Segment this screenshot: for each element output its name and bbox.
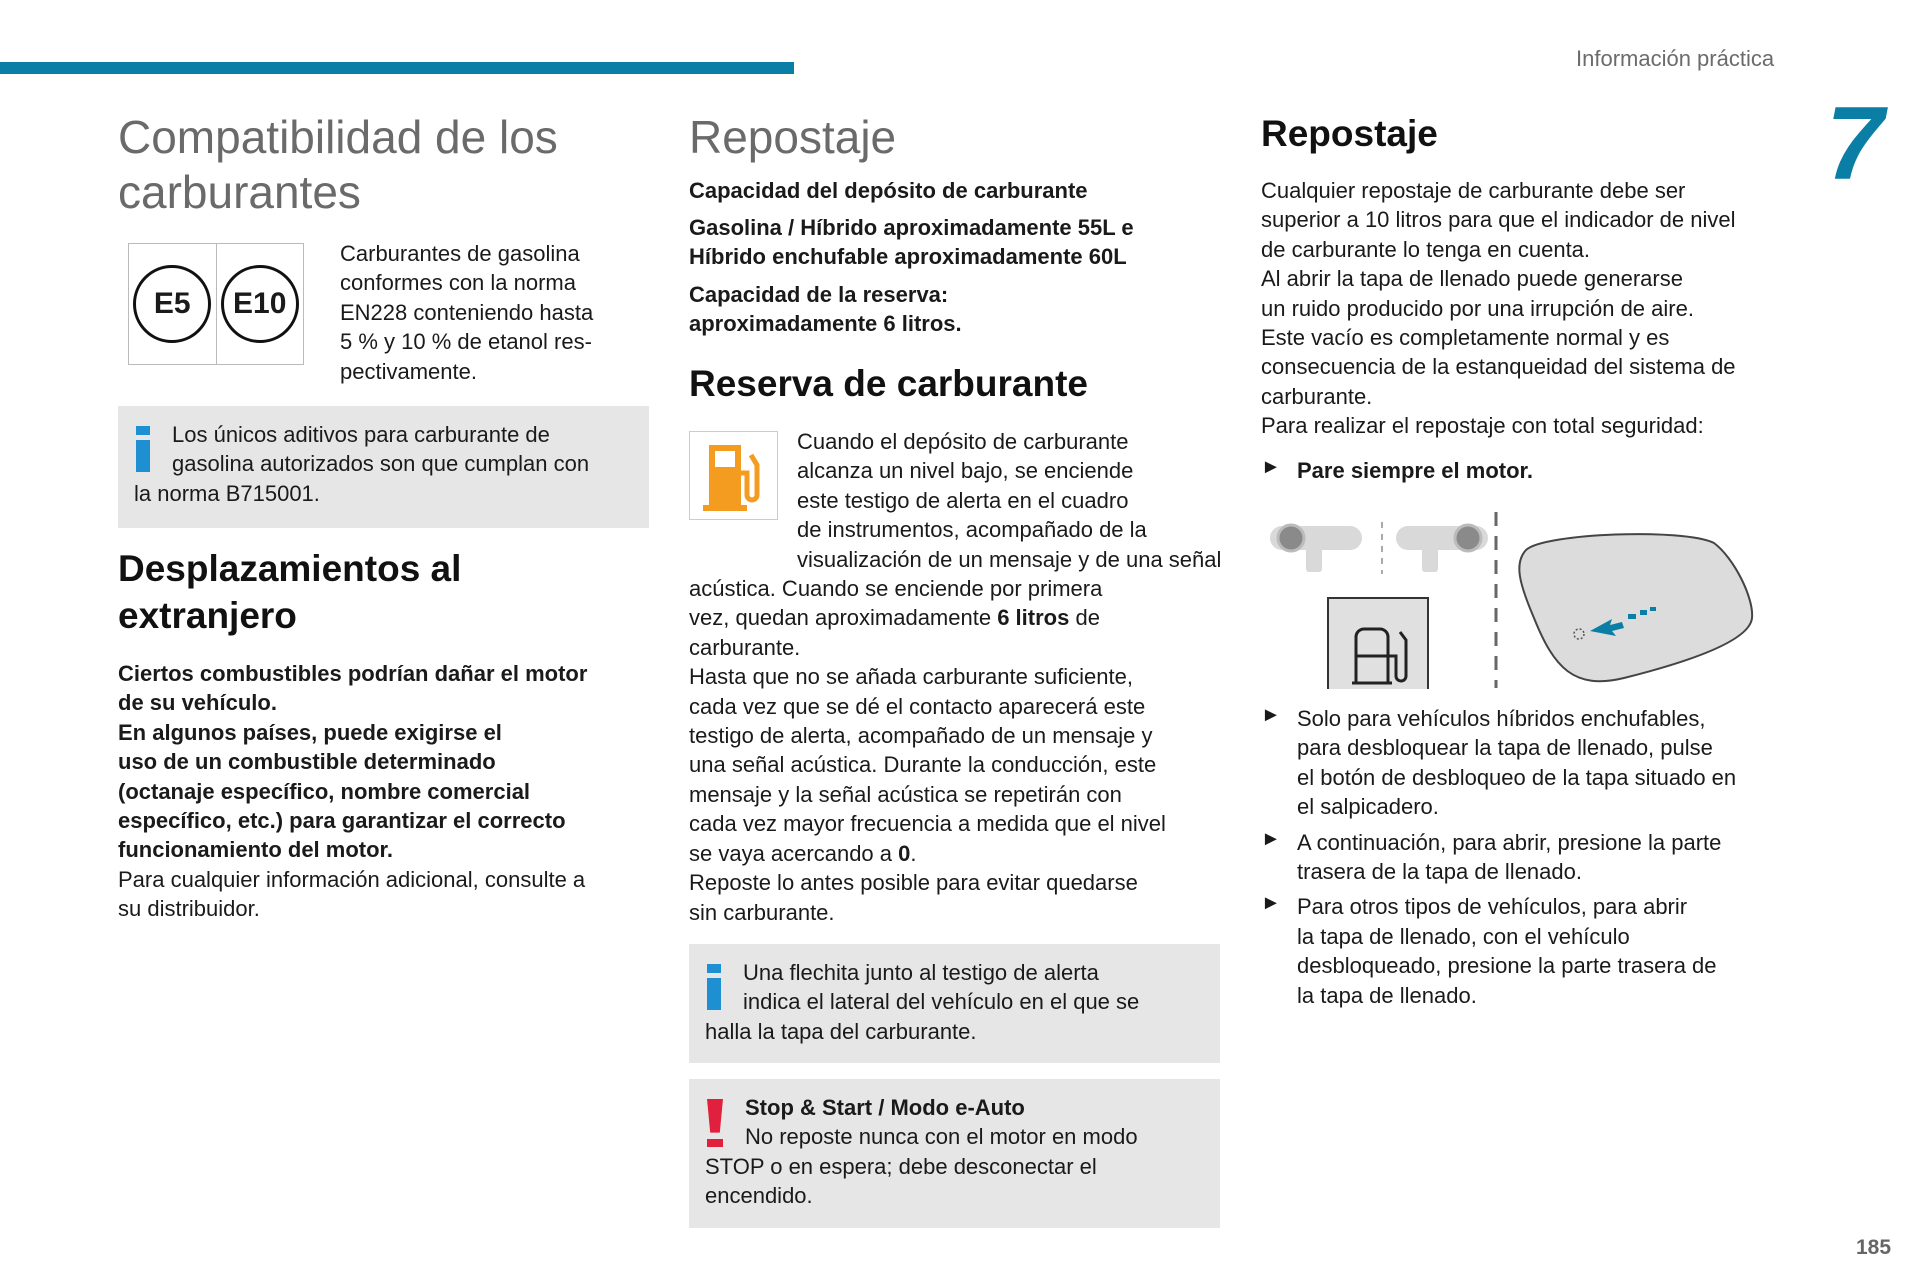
step-text: Para otros tipos de vehículos, para abrir la tapa de llenado, con el vehículo desbloqueado, presione la parte trasera de la tapa de llenado. (1297, 894, 1717, 1008)
step-item (1261, 704, 1821, 822)
fuel-reserve-bold-zero: 0 (898, 840, 911, 866)
travel-abroad-body (118, 659, 658, 924)
bullet-arrow-icon: ► (1261, 827, 1281, 850)
step-stop-engine (1261, 456, 1533, 485)
info-note-arrow (689, 944, 1220, 1063)
fuel-flap-shape (1519, 534, 1752, 681)
reserve-capacity: Capacidad de la reserva: aproximadamente 6 litros. (689, 282, 962, 337)
info-icon (136, 426, 150, 472)
ethanol-badges (128, 243, 304, 365)
fuel-reserve-bold-litres: 6 litros (997, 605, 1070, 631)
top-accent-bar (0, 62, 794, 74)
fuel-compatibility-title: Compatibilidad de los carburantes (118, 111, 558, 218)
page-number: 185 (1856, 1236, 1892, 1259)
info-note-arrow-text: Una flechita junto al testigo de alerta indica el lateral del vehículo en el que se halla la tapa del carburante. (705, 960, 1140, 1044)
travel-abroad-text: Para cualquier información adicional, consulte a su distribuidor. (118, 866, 586, 922)
fuel-warning-lamp (689, 431, 778, 520)
warning-note-stop-start (689, 1079, 1220, 1228)
fuel-lamp-icon (1328, 598, 1428, 689)
info-icon (707, 964, 721, 1010)
steering-left-icon (1270, 525, 1362, 572)
steps-list (1261, 704, 1821, 1016)
refuel-title-light: Repostaje (689, 111, 897, 163)
fuel-reserve-text-2: de carburante. Hasta que no se añada carburante suficiente, cada vez que se dé el contacto aparecerá este testigo de alerta, acompañado de un mensaje y una señal acústica. Durante la conducción, este mensaje y la señal acústica se repetirán con cada vez mayor frecuencia a medida que el nivel se vaya acercando a (689, 605, 1166, 866)
step-text: Solo para vehículos híbridos enchufables, para desbloquear la tapa de llenado, pulse el botón de desbloqueo de la tapa situado en el salpicadero. (1297, 706, 1737, 820)
chapter-number: 7 (1826, 86, 1884, 202)
e10-badge: E10 (221, 265, 299, 343)
warning-text: No reposte nunca con el motor en modo STOP o en espera; debe desconectar el encendido. (705, 1124, 1138, 1209)
step-item (1261, 892, 1821, 1010)
warning-title: Stop & Start / Modo e-Auto (745, 1095, 1025, 1120)
travel-abroad-warning: Ciertos combustibles podrían dañar el motor de su vehículo. En algunos países, puede exigirse el uso de un combustible determinado (octanaje específico, nombre comercial específico, etc.) para garantizar el correcto funcionamiento del motor. (118, 661, 588, 863)
info-note-additives (118, 406, 649, 528)
bullet-arrow-icon: ► (1261, 892, 1281, 915)
e5-badge: E5 (133, 265, 211, 343)
warning-exclamation-icon (707, 1099, 723, 1147)
step-text: A continuación, para abrir, presione la parte trasera de la tapa de llenado. (1297, 829, 1722, 885)
fuel-pump-icon (699, 439, 769, 513)
travel-abroad-title: Desplazamientos al extranjero (118, 548, 462, 636)
fuel-reserve-text-1: Cuando el depósito de carburante alcanza un nivel bajo, se enciende este testigo de alerta en el cuadro de instrumentos, acompañado de la visualización de un mensaje y de una señal acústica. Cuando se enciende por primera vez, quedan aproximadamente (689, 429, 1222, 631)
fuel-flap-illustration (1264, 508, 1772, 689)
fuel-reserve-text-3: . Reposte lo antes posible para evitar quedarse sin carburante. (689, 840, 1138, 925)
refuel-title: Repostaje (1261, 113, 1438, 154)
capacity-title: Capacidad del depósito de carburante (689, 178, 1088, 203)
info-note-text: Los únicos aditivos para carburante de gasolina autorizados son que cumplan con la norma B715001. (134, 422, 590, 506)
step-text: Pare siempre el motor. (1297, 458, 1533, 483)
step-item (1261, 828, 1821, 887)
section-header: Información práctica (1576, 46, 1775, 71)
fuel-reserve-title: Reserva de carburante (689, 363, 1088, 404)
bullet-arrow-icon: ► (1261, 456, 1281, 478)
steering-right-icon (1396, 525, 1488, 572)
fuel-reserve-body (689, 427, 1229, 927)
bullet-arrow-icon: ► (1261, 704, 1281, 726)
refuel-intro: Cualquier repostaje de carburante debe ser superior a 10 litros para que el indicador de nivel de carburante lo tenga en cuenta. Al abrir la tapa de llenado puede generarse un ruido producido por una irrupción de aire. Este vacío es completamente normal y es consecuencia de la estanqueidad del sistema de carburante. Para realizar el repostaje con total seguridad: (1261, 178, 1736, 439)
fuel-compat-text: Carburantes de gasolina conformes con la norma EN228 conteniendo hasta 5 % y 10 % de etanol res- pectivamente. (340, 241, 594, 384)
capacity-values: Gasolina / Híbrido aproximadamente 55L e Híbrido enchufable aproximadamente 60L (689, 215, 1134, 270)
